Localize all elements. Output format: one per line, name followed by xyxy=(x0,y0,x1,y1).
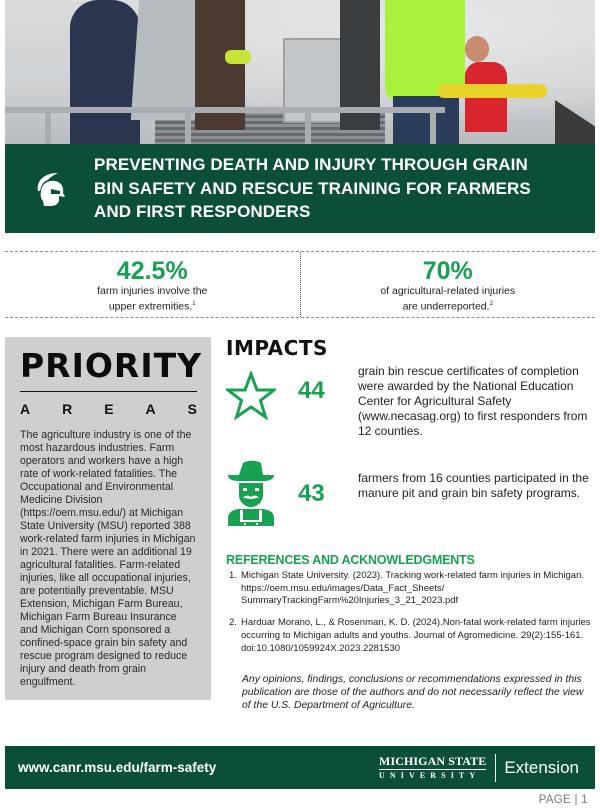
areas-letter: A xyxy=(145,401,156,417)
page-title: PREVENTING DEATH AND INJURY THROUGH GRAIN BIN SAFETY AND RESCUE TRAINING FOR FARMERS AND FIRST RESPONDERS xyxy=(94,155,531,222)
areas-letter: A xyxy=(20,401,31,417)
photo-railing-post xyxy=(45,107,51,144)
areas-letter: R xyxy=(62,401,73,417)
footnote-marker: 1 xyxy=(192,301,196,307)
areas-letter: S xyxy=(187,401,197,417)
impact-text: farmers from 16 counties participated in the manure pit and grain bin safety programs. xyxy=(358,471,589,500)
msu-wordmark-top: MICHIGAN STATE xyxy=(379,753,487,768)
stat-label xyxy=(5,285,300,314)
priority-areas-box xyxy=(5,337,211,700)
logo-divider xyxy=(495,754,496,782)
msu-wordmark-bottom: UNIVERSITY xyxy=(379,770,481,780)
stat-label xyxy=(301,285,596,314)
reference-number: 1. xyxy=(229,570,237,581)
stat-label-line: of agricultural-related injuries xyxy=(380,285,516,297)
key-stats xyxy=(5,251,595,318)
spartan-helmet-icon xyxy=(32,169,66,209)
stat-label-line: farm injuries involve the xyxy=(97,285,208,297)
page-number: PAGE | 1 xyxy=(538,794,588,806)
impact-number: 43 xyxy=(298,480,325,507)
msu-extension-logo xyxy=(379,754,579,782)
impact-item-farmers xyxy=(226,460,593,526)
photo-railing-post xyxy=(185,107,191,144)
stat-label-line: are underreported. xyxy=(402,300,490,313)
usda-disclaimer: Any opinions, findings, conclusions or recommendations expressed in this publication are those of the authors and do not necessarily reflect the view of the U.S. Department of Agriculture. xyxy=(242,674,584,711)
photo-railing-post xyxy=(430,107,436,144)
priority-heading: PRIORITY xyxy=(20,346,203,385)
impact-item-certificates xyxy=(226,364,593,439)
references-heading: REFERENCES AND ACKNOWLEDGMENTS xyxy=(226,553,475,567)
references-list xyxy=(226,570,596,655)
title-banner xyxy=(5,144,595,233)
reference-text: Harduar Morano, L., & Rosenman, K. D. (2024).Non-fatal work-related farm injuries occurring to Michigan adults and youths. Journal of Agromedicine. 29(2):155-161. doi:10.1080/1059924X.2023.2281530 xyxy=(241,617,591,654)
photo-railing-post xyxy=(305,107,311,144)
impact-text: grain bin rescue certificates of completion were awarded by the National Education Center for Agricultural Safety (www.necasag.org) to first responders from 12 counties. xyxy=(358,364,588,438)
stat-label-line: upper extremities. xyxy=(108,300,193,313)
references-section xyxy=(226,553,596,664)
reference-number: 2. xyxy=(229,617,237,629)
farmer-icon xyxy=(226,460,276,526)
extension-label: Extension xyxy=(504,757,579,777)
footnote-marker: 2 xyxy=(489,301,493,307)
stat-underreported xyxy=(300,252,596,317)
photo-railing xyxy=(5,107,445,113)
stat-upper-extremities xyxy=(5,252,300,317)
reference-item xyxy=(226,617,596,655)
impacts-heading: IMPACTS xyxy=(226,336,328,360)
footer-bar xyxy=(5,746,595,789)
star-outline-icon xyxy=(226,371,276,421)
hero-photo xyxy=(5,0,595,144)
photo-yellow-auger xyxy=(437,84,547,98)
priority-body-text: The agriculture industry is one of the most hazardous industries. Farm operators and workers have a high rate of work-related fatalities. The Occupational and Environmental Medicine Division (https://oem.msu.edu/) at Michigan State University (MSU) reported 388 work-related farm injuries in Michigan in 2021. There were an additional 19 agricultural fatalities. Farm-related injuries, like all occupational injuries, are potentially preventable. MSU Extension, Michigan Farm Bureau, Michigan Farm Bureau Insurance and Michigan Corn sponsored a confined-space grain bin safety and rescue program designed to reduce injury and death from grain engulfment. xyxy=(20,429,196,688)
areas-subheading xyxy=(20,400,197,418)
photo-rescuer xyxy=(70,0,140,144)
reference-item xyxy=(226,570,596,608)
msu-wordmark xyxy=(379,755,486,781)
stat-value: 70% xyxy=(422,257,473,285)
website-link[interactable]: www.canr.msu.edu/farm-safety xyxy=(18,760,217,775)
photo-glove xyxy=(225,50,251,64)
photo-worker-head xyxy=(465,36,489,62)
reference-text: Michigan State University. (2023). Tracking work-related farm injuries in Michigan. https://oem.msu.edu/images/Data_Fact_Sheets/ SummaryTrackingFarm%20Injuries_3_21_2023.pdf xyxy=(241,570,585,607)
areas-letter: E xyxy=(104,401,114,417)
impact-number: 44 xyxy=(298,377,325,404)
photo-worker-legs xyxy=(393,96,459,144)
divider xyxy=(20,391,197,392)
stat-value: 42.5% xyxy=(116,257,188,285)
